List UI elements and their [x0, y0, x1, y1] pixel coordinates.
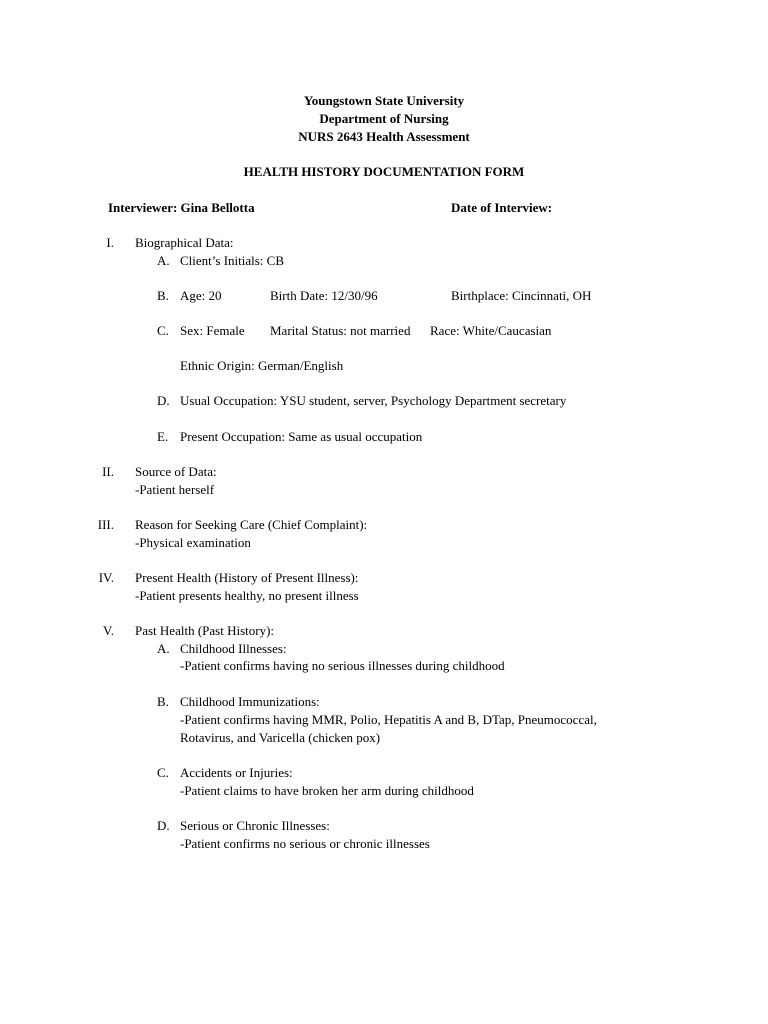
item-letter: B.	[157, 694, 169, 709]
childhood-illnesses-note: -Patient confirms having no serious illnesses during childhood	[180, 658, 505, 673]
date-of-interview-line: Date of Interview:	[451, 200, 553, 215]
accidents-title: Accidents or Injuries:	[180, 765, 293, 780]
present-occupation: Present Occupation: Same as usual occupation	[180, 429, 423, 444]
section-title: Source of Data:	[135, 464, 217, 479]
department-name: Department of Nursing	[319, 111, 449, 126]
item-letter: D.	[157, 393, 170, 408]
item-letter: C.	[157, 765, 169, 780]
birth-date: Birth Date: 12/30/96	[270, 288, 378, 303]
section-numeral: II.	[102, 464, 114, 479]
ethnic-origin: Ethnic Origin: German/English	[180, 358, 344, 373]
section-title: Reason for Seeking Care (Chief Complaint):	[135, 517, 368, 532]
interviewer-line: Interviewer: Gina Bellotta	[108, 200, 255, 215]
immunizations-note: -Patient confirms having MMR, Polio, Hepatitis A and B, DTap, Pneumococcal,	[180, 712, 597, 727]
item-letter: A.	[157, 641, 170, 656]
chronic-illnesses-title: Serious or Chronic Illnesses:	[180, 818, 330, 833]
chronic-illnesses-note: -Patient confirms no serious or chronic illnesses	[180, 836, 430, 851]
section-title: Past Health (Past History):	[135, 623, 275, 638]
section-note: -Patient herself	[135, 482, 215, 497]
usual-occupation: Usual Occupation: YSU student, server, Psychology Department secretary	[180, 393, 567, 408]
section-numeral: I.	[106, 235, 114, 250]
form-title: HEALTH HISTORY DOCUMENTATION FORM	[243, 164, 525, 179]
race: Race: White/Caucasian	[430, 323, 552, 338]
immunizations-note-cont: Rotavirus, and Varicella (chicken pox)	[180, 730, 381, 745]
section-title: Present Health (History of Present Illness):	[135, 570, 359, 585]
sex: Sex: Female	[180, 323, 245, 338]
item-letter: E.	[157, 429, 169, 444]
section-numeral: V.	[103, 623, 114, 638]
accidents-note: -Patient claims to have broken her arm during childhood	[180, 783, 474, 798]
marital-status: Marital Status: not married	[270, 323, 411, 338]
item-letter: C.	[157, 323, 169, 338]
childhood-illnesses-title: Childhood Illnesses:	[180, 641, 287, 656]
item-letter: B.	[157, 288, 169, 303]
section-numeral: III.	[97, 517, 114, 532]
birthplace: Birthplace: Cincinnati, OH	[451, 288, 592, 303]
section-numeral: IV.	[98, 570, 114, 585]
university-name: Youngstown State University	[303, 93, 465, 108]
course-name: NURS 2643 Health Assessment	[298, 129, 470, 144]
age: Age: 20	[180, 288, 222, 303]
item-letter: A.	[157, 253, 170, 268]
section-note: -Physical examination	[135, 535, 251, 550]
clients-initials: Client’s Initials: CB	[180, 253, 285, 268]
section-title: Biographical Data:	[135, 235, 234, 250]
section-note: -Patient presents healthy, no present illness	[135, 588, 359, 603]
item-letter: D.	[157, 818, 170, 833]
immunizations-title: Childhood Immunizations:	[180, 694, 320, 709]
